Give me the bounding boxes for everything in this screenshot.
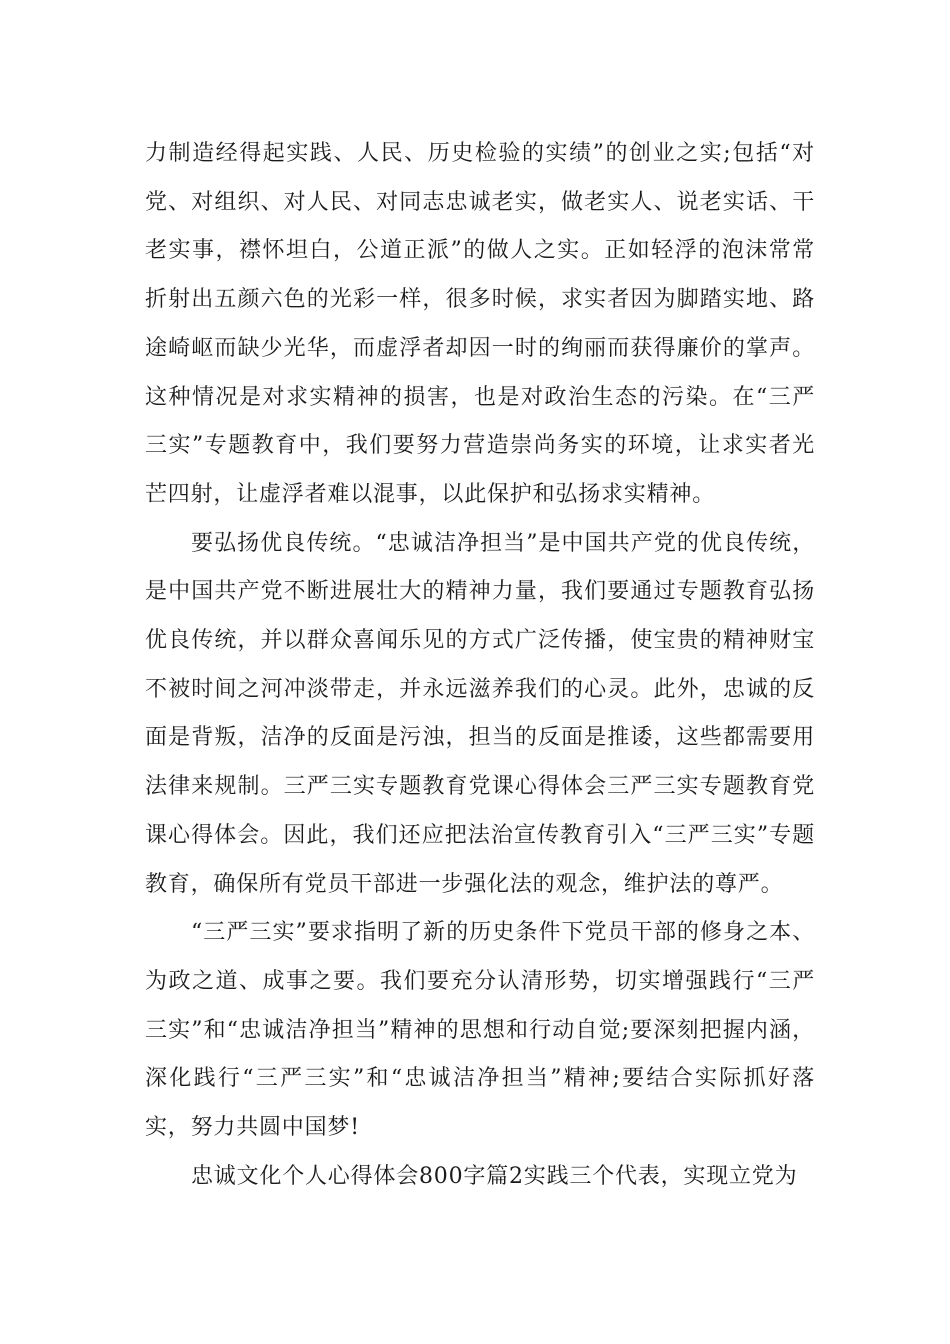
paragraph-3: “三严三实”要求指明了新的历史条件下党员干部的修身之本、为政之道、成事之要。我们要充分认清形势，切实增强践行“三严三实”和“忠诚洁净担当”精神的思想和行动自觉;要深刻把握内涵，深化践行“三严三实”和“忠诚洁净担当”精神;要结合实际抓好落实，努力共圆中国梦! (145, 920, 815, 1141)
paragraph-2: 要弘扬优良传统。“忠诚洁净担当”是中国共产党的优良传统，是中国共产党不断进展壮大的精神力量，我们要通过专题教育弘扬优良传统，并以群众喜闻乐见的方式广泛传播，使宝贵的精神财宝不被时间之河冲淡带走，并永远滋养我们的心灵。此外，忠诚的反面是背叛，洁净的反面是污浊，担当的反面是推诿，这些都需要用法律来规制。三严三实专题教育党课心得体会三严三实专题教育党课心得体会。因此，我们还应把法治宣传教育引入“三严三实”专题教育，确保所有党员干部进一步强化法的观念，维护法的尊严。 (145, 530, 815, 897)
paragraph-4: 忠诚文化个人心得体会800字篇2实践三个代表，实现立党为 (191, 1163, 798, 1189)
document-body (145, 130, 815, 1201)
paragraph-1: 力制造经得起实践、人民、历史检验的实绩”的创业之实;包括“对党、对组织、对人民、对同志忠诚老实，做老实人、说老实话、干老实事，襟怀坦白，公道正派”的做人之实。正如轻浮的泡沫常常折射出五颜六色的光彩一样，很多时候，求实者因为脚踏实地、路途崎岖而缺少光华，而虚浮者却因一时的绚丽而获得廉价的掌声。这种情况是对求实精神的损害，也是对政治生态的污染。在“三严三实”专题教育中，我们要努力营造崇尚务实的环境，让求实者光芒四射，让虚浮者难以混事，以此保护和弘扬求实精神。 (145, 141, 815, 507)
